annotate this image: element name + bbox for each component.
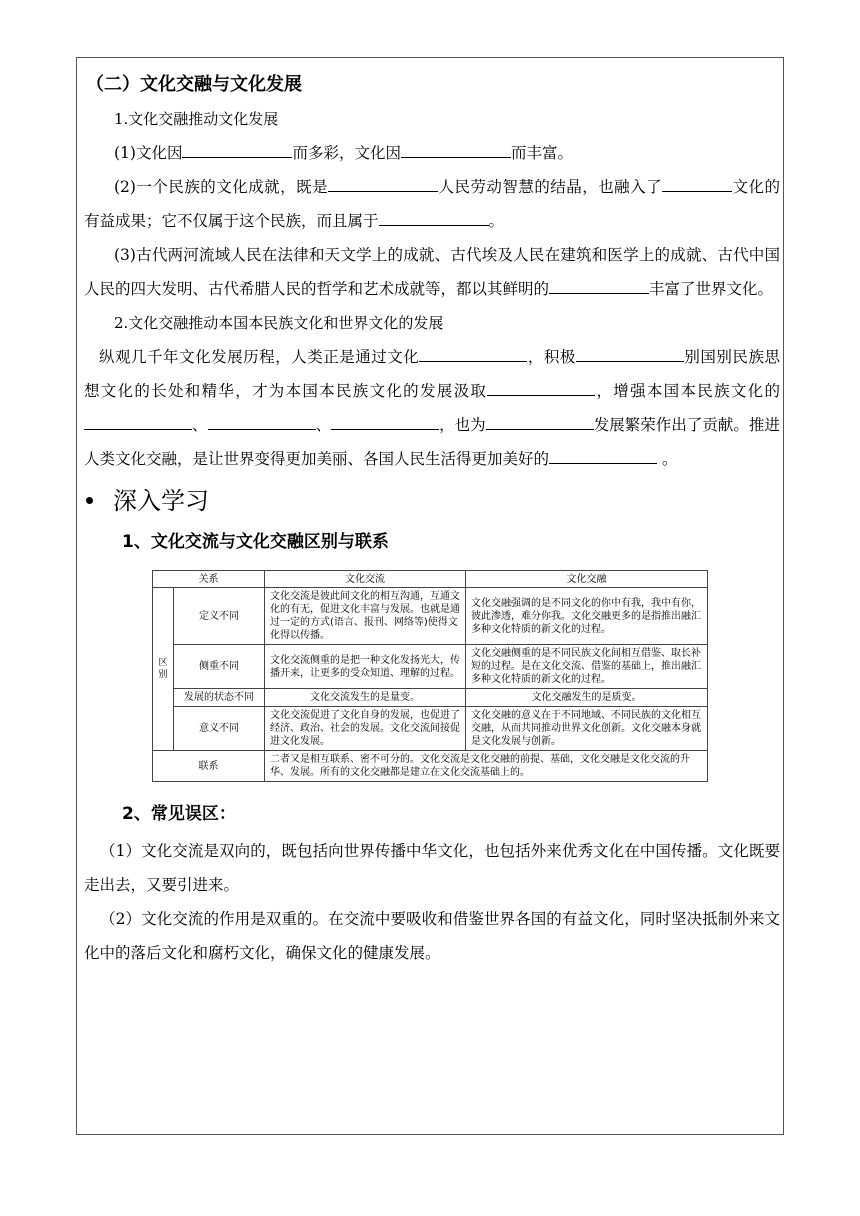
comparison-table bbox=[152, 570, 708, 782]
point1-title: 1.文化交融推动文化发展 bbox=[114, 110, 279, 128]
paragraph-3: (3)古代两河流域人民在法律和天文学上的成就、古代埃及人民在建筑和医学上的成就、古代中国人民的四大发明、古代希腊人民的哲学和艺术成就等，都以其鲜明的 丰富了世界文化。 bbox=[84, 246, 780, 298]
fill-blank[interactable] bbox=[379, 207, 489, 226]
cell-exchange: 文化交流侧重的是把一种文化发扬光大，传播开来，让更多的受众知道、理解的过程。 bbox=[265, 645, 466, 689]
header-fusion: 文化交融 bbox=[466, 571, 708, 588]
relation-text: 二者又是相互联系、密不可分的。文化交流是文化交融的前提、基础，文化交融是文化交流的升华、发展。所有的文化交融都是建立在文化交流基础上的。 bbox=[265, 751, 708, 782]
fill-blank[interactable] bbox=[84, 411, 192, 430]
fill-blank[interactable] bbox=[549, 275, 649, 294]
relation-label: 联系 bbox=[153, 751, 265, 782]
row-label: 侧重不同 bbox=[174, 645, 265, 689]
point2-title: 2.文化交融推动本国本民族文化和世界文化的发展 bbox=[114, 314, 444, 332]
cell-fusion: 文化交融侧重的是不同民族文化间相互借鉴、取长补短的过程。是在文化交流、借鉴的基础上，推出融汇多种文化特质的新文化的过程。 bbox=[466, 645, 708, 689]
question-2-title: 2、常见误区： bbox=[122, 804, 236, 824]
fill-blank[interactable] bbox=[401, 139, 511, 158]
deep-learning-heading: 深入学习 bbox=[84, 480, 780, 522]
section-title: （二）文化交融与文化发展 bbox=[86, 74, 302, 95]
row-label: 意义不同 bbox=[174, 707, 265, 751]
misconception-1: （1）文化交流是双向的，既包括向世界传播中华文化，也包括外来优秀文化在中国传播。文化既要走出去，又要引进来。 bbox=[84, 842, 780, 894]
fill-blank[interactable] bbox=[208, 411, 316, 430]
row-label: 发展的状态不同 bbox=[174, 689, 265, 707]
cell-exchange: 文化交流是彼此间文化的相互沟通，互通文化的有无，促进文化丰富与发展。也就是通过一定的方式(语言、报刊、网络等)使得文化得以传播。 bbox=[265, 588, 466, 645]
row-label: 定义不同 bbox=[174, 588, 265, 645]
fill-blank[interactable] bbox=[331, 411, 439, 430]
fill-blank[interactable] bbox=[486, 411, 594, 430]
cell-exchange: 文化交流促进了文化自身的发展，也促进了经济、政治、社会的发展。文化交流间接促进文化发展。 bbox=[265, 707, 466, 751]
cell-fusion: 文化交融的意义在于不同地域、不同民族的文化相互交融，从而共同推动世界文化创新。文化交融本身就是文化发展与创新。 bbox=[466, 707, 708, 751]
paragraph-1: (1)文化因 而多彩，文化因 而丰富。 bbox=[84, 136, 780, 170]
fill-blank[interactable] bbox=[182, 139, 292, 158]
category-difference: 区别 bbox=[153, 588, 174, 751]
bullet-icon bbox=[86, 497, 93, 504]
cell-fusion: 文化交融强调的是不同文化的你中有我，我中有你，彼此渗透，难分你我。文化交融更多的是指推出融汇多种文化特质的新文化的过程。 bbox=[466, 588, 708, 645]
cell-fusion: 文化交融发生的是质变。 bbox=[466, 689, 708, 707]
fill-blank[interactable] bbox=[549, 445, 657, 464]
worksheet-content bbox=[84, 62, 780, 970]
misconception-2: （2）文化交流的作用是双重的。在交流中要吸收和借鉴世界各国的有益文化，同时坚决抵制外来文化中的落后文化和腐朽文化，确保文化的健康发展。 bbox=[84, 910, 780, 962]
paragraph-4: 纵观几千年文化发展历程，人类正是通过文化 ，积极 别国别民族思想文化的长处和精华，才为本国本民族文化的发展汲取 ，增强本国本民族文化的、 、 ，也为 发展繁荣作出了贡献。推进人类文化交融，是让世界变得更加美丽、各国人民生活得更加美好的 。 bbox=[84, 340, 780, 476]
fill-blank[interactable] bbox=[328, 173, 438, 192]
header-exchange: 文化交流 bbox=[265, 571, 466, 588]
header-relation: 关系 bbox=[153, 571, 265, 588]
fill-blank[interactable] bbox=[419, 343, 527, 362]
fill-blank[interactable] bbox=[487, 377, 595, 396]
question-1-title: 1、文化交流与文化交融区别与联系 bbox=[122, 532, 389, 552]
cell-exchange: 文化交流发生的是量变。 bbox=[265, 689, 466, 707]
fill-blank[interactable] bbox=[662, 173, 732, 192]
paragraph-2: (2)一个民族的文化成就，既是 人民劳动智慧的结晶，也融入了 文化的有益成果；它不仅属于这个民族，而且属于 。 bbox=[84, 170, 780, 238]
fill-blank[interactable] bbox=[576, 343, 684, 362]
